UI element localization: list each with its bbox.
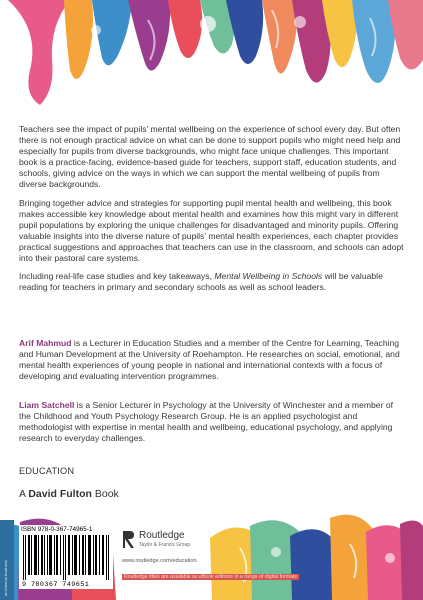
publisher-group: Taylor & Francis Group: [139, 542, 191, 548]
series-line: [19, 488, 119, 500]
isbn-barcode: [19, 525, 113, 589]
publisher-url: www.routledge.com/education: [122, 558, 197, 564]
publisher-name: Routledge: [139, 530, 185, 541]
author-name: Liam Satchell: [19, 400, 75, 410]
series-name: David Fulton: [28, 488, 92, 500]
barcode-graphic: [23, 535, 109, 580]
ebook-availability-note: Routledge titles are available as eBook editions in a range of digital formats: [124, 574, 298, 580]
side-strip-text: an informa business: [3, 560, 8, 596]
top-decorative-artwork: [0, 0, 423, 112]
book-title-italic: Mental Wellbeing in Schools: [214, 271, 323, 282]
back-cover-blurb: [19, 124, 406, 300]
subject-category: EDUCATION: [19, 466, 75, 476]
blurb-p3-before: Including real-life case studies and key takeaways,: [19, 271, 215, 282]
routledge-logo-icon: [122, 530, 136, 549]
author-bio-text: is a Senior Lecturer in Psychology at the University of Winchester and a member of the Childhood and Youth Psychology Research Group. He is an applied psychologist and methodologist with expertise in mental health and wellbeing, educational psychology, and applying research to everyday challenges.: [19, 400, 393, 444]
author-name: Arif Mahmud: [19, 338, 72, 348]
author-bio-1: [19, 338, 406, 382]
blurb-paragraph-3: [19, 271, 406, 293]
blurb-paragraph-2: Bringing together advice and strategies for supporting pupil mental health and wellbeing, this book makes accessible key knowledge about mental health and examines how this might vary in different pupil populations by exploring the unique challenges for disadvantaged and minority pupils. Offering valuable insights into the diverse nature of pupils’ mental health experiences, each chapter provides practical suggestions and approaches that teachers can use in the classroom, and schools can adopt into their pastoral care systems.: [19, 197, 404, 264]
barcode-digits: 9 780367 749651: [22, 581, 90, 589]
blurb-p3-after: will be valuable reading for teachers in primary and secondary schools as well as school leaders.: [19, 271, 383, 293]
author-bio-text: is a Lecturer in Education Studies and a member of the Centre for Learning, Teaching and Human Development at the University of Roehampton. He researches on social, emotional, and mental health experiences of young people in national and international contexts with a focus of developing and evaluating intervention programmes.: [19, 338, 400, 382]
blurb-paragraph-1: Teachers see the impact of pupils’ mental wellbeing on the experience of school every day. But often there is not enough practical advice on what can be done to support pupils who might need help and especially for pupils from diverse backgrounds, who might face unique challenges. This important book is a practice-facing, evidence-based guide for teachers, support staff, education students, and schools, giving advice on the ways in which we can support the mental wellbeing of pupils from diverse backgrounds.: [19, 124, 401, 190]
isbn-label: ISBN 978-0-367-74965-1: [21, 526, 93, 533]
series-prefix: A: [19, 488, 29, 500]
author-bio-2: [19, 400, 406, 444]
series-suffix: Book: [91, 488, 119, 500]
publisher-side-strip: [0, 520, 14, 600]
